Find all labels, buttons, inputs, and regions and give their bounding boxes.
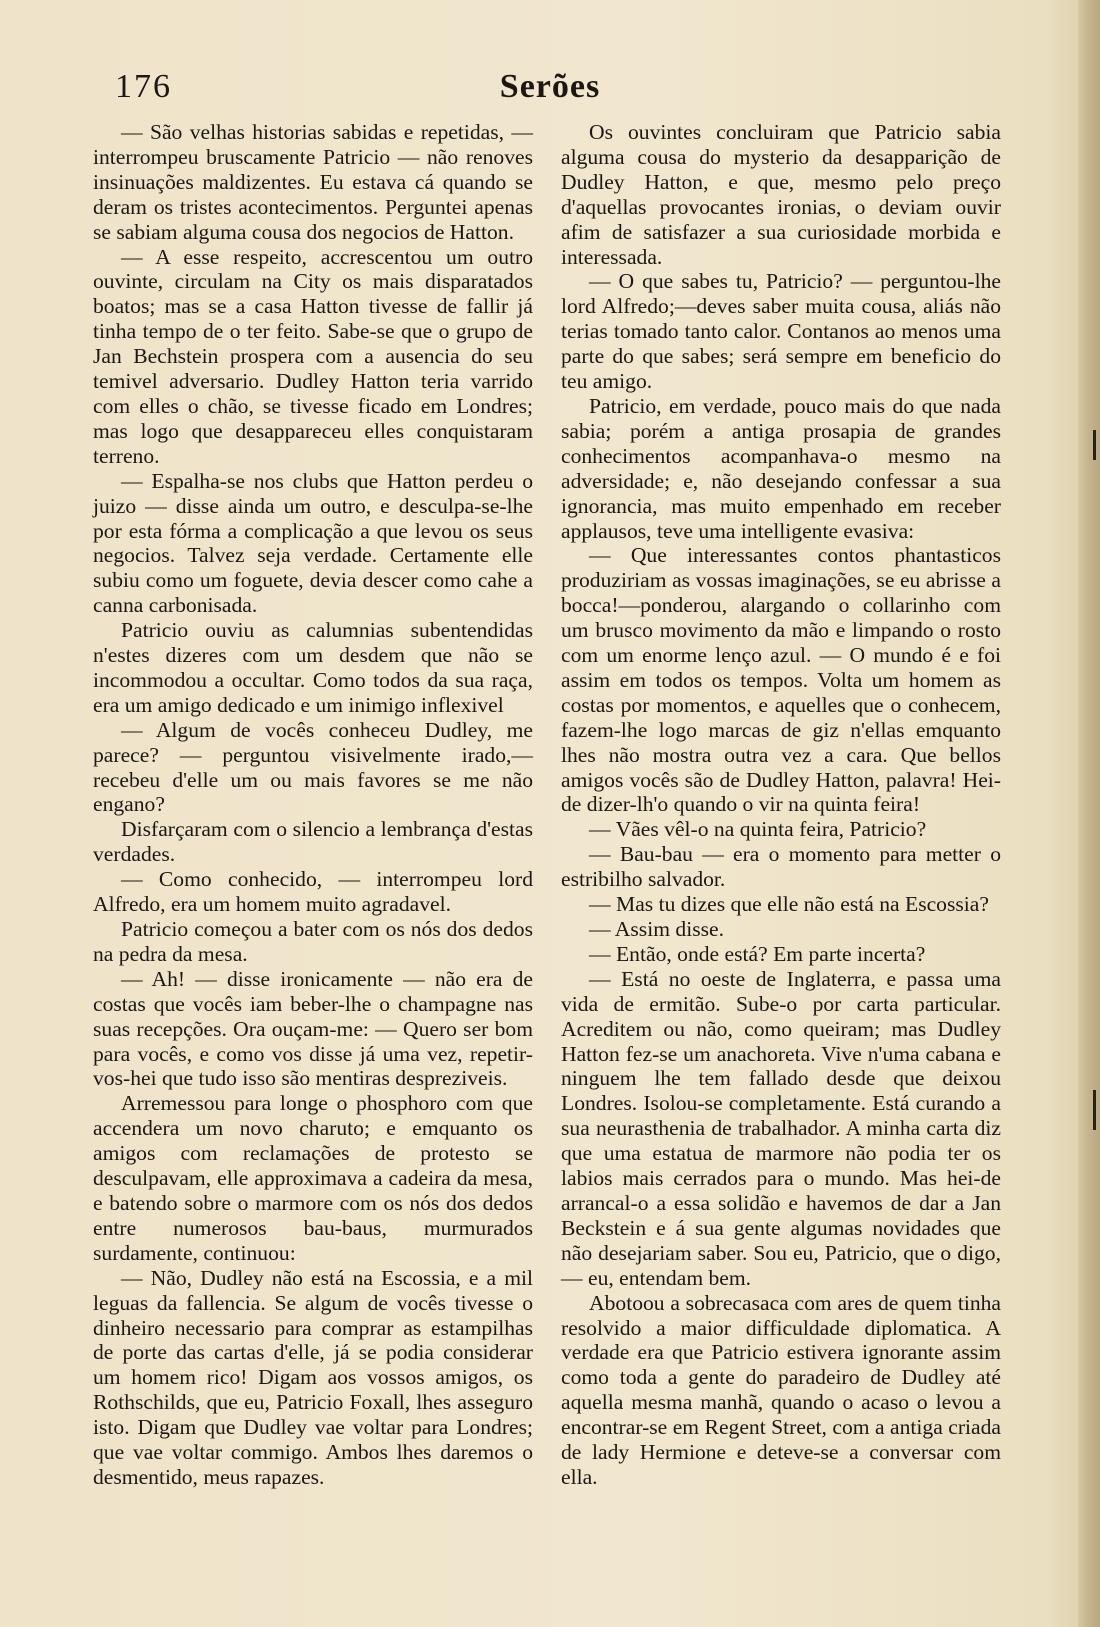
paragraph: — Que interessantes contos phantasticos produziriam as vossas imaginações, se eu abrisse a bocca!—ponderou, alargando o collarinho com um brusco movimento da mão e limpando o rosto com um enorme lenço azul. — O mundo é e foi assim em todos os tempos. Volta um homem as costas por momentos, e aquelles que o conhecem, fazem-lhe logo marcas de giz n'ellas emquanto lhes não mostra outra vez a cara. Que bellos amigos vocês são de Dudley Hatton, palavra! Hei-de dizer-lh'o quando o vir na quinta feira!	[561, 543, 1001, 817]
paragraph: — Não, Dudley não está na Escossia, e a mil leguas da fallencia. Se algum de vocês tivesse o dinheiro necessario para comprar as estampilhas de porte das cartas d'elle, já se podia considerar um homem rico! Digam aos vossos amigos, os Rothschilds, que eu, Patricio Foxall, lhes asseguro isto. Digam que Dudley vae voltar para Londres; que vae voltar commigo. Ambos lhes daremos o desmentido, meus rapazes.	[93, 1265, 533, 1489]
paragraph: Disfarçaram com o silencio a lembrança d'estas verdades.	[93, 817, 533, 867]
paragraph: Patricio, em verdade, pouco mais do que nada sabia; porém a antiga prosapia de grandes conhecimentos acompanhava-o mesmo na adversidade; e, não desejando confessar a sua ignorancia, mas muito empenhado em receber applausos, teve uma intelligente evasiva:	[561, 393, 1001, 543]
paragraph: Patricio começou a bater com os nós dos dedos na pedra da mesa.	[93, 917, 533, 966]
edge-mark	[1093, 1090, 1096, 1130]
paragraph: — O que sabes tu, Patricio? — perguntou-lhe lord Alfredo;—deves saber muita cousa, aliás não terias tomado tanto calor. Contanos ao menos uma parte do que sabes; será sempre em beneficio do teu amigo.	[561, 269, 1001, 394]
paragraph: — Ah! — disse ironicamente — não era de costas que vocês iam beber-lhe o champagne nas suas recepções. Ora ouçam-me: — Quero ser bom para vocês, e como vos disse já uma vez, repetir-vos-hei que tudo isso são mentiras despreziveis.	[93, 966, 533, 1091]
page-number: 176	[115, 68, 172, 105]
paragraph: — São velhas historias sabidas e repetidas, — interrompeu bruscamente Patricio — não renoves insinuações maldizentes. Eu estava cá quando se deram os tristes acontecimentos. Perguntei apenas se sabiam alguma cousa dos negocios de Hatton.	[93, 120, 533, 244]
paragraph: Arremessou para longe o phosphoro com que accendera um novo charuto; e emquanto os amigos com reclamações de protesto se desculpavam, elle approximava a cadeira da mesa, e batendo sobre o marmore com os nós dos dedos entre numerosos bau-baus, murmurados surdamente, continuou:	[93, 1091, 533, 1265]
page-header	[90, 68, 1010, 118]
paragraph: — Algum de vocês conheceu Dudley, me parece? — perguntou visivelmente irado,— recebeu d'elle um ou mais favores se me não engano?	[93, 717, 533, 817]
page-edge	[1078, 0, 1100, 1627]
paragraph: — Então, onde está? Em parte incerta?	[589, 941, 926, 966]
left-column	[93, 120, 533, 1490]
paragraph: — Mas tu dizes que elle não está na Escossia?	[589, 892, 989, 917]
paragraph: — Está no oeste de Inglaterra, e passa uma vida de ermitão. Sube-o por carta particular. Acreditem ou não, como queiram; mas Dudley Hatton fez-se um anachoreta. Vive n'uma cabana e ninguem lhe tem fallado desde que deixou Londres. Isolou-se completamente. Está curando a sua neurasthenia de trabalhador. A minha carta diz que uma estatua de marmore não podia ter os labios mais cerrados para o mundo. Mas hei-de arrancal-o a essa solidão e havemos de dar a Jan Beckstein e á sua gente algumas novidades que não desejariam saber. Sou eu, Patricio, que o digo, — eu, entendam bem.	[561, 966, 1001, 1290]
paragraph: — Vães vêl-o na quinta feira, Patricio?	[589, 817, 927, 842]
paragraph: — Assim disse.	[589, 917, 724, 941]
running-title: Serões	[499, 68, 601, 105]
paragraph: — Como conhecido, — interrompeu lord Alfredo, era um homem muito agradavel.	[93, 867, 533, 917]
paragraph: Abotoou a sobrecasaca com ares de quem tinha resolvido a maior difficuldade diplomatica. A verdade era que Patricio estivera ignorante assim como toda a gente do paradeiro de Dudley até aquella mesma manhã, quando o acaso o levou a encontrar-se em Regent Street, com a antiga criada de lady Hermione e deteve-se a conversar com ella.	[561, 1290, 1001, 1489]
paragraph: — Bau-bau — era o momento para metter o estribilho salvador.	[561, 842, 1001, 892]
edge-mark	[1093, 430, 1096, 460]
paragraph: Patricio ouviu as calumnias subentendidas n'estes dizeres com um desdem que não se incommodou a occultar. Como todos da sua raça, era um amigo dedicado e um inimigo inflexivel	[93, 618, 533, 717]
paragraph: — Espalha-se nos clubs que Hatton perdeu o juizo — disse ainda um outro, e desculpa-se-lhe por esta fórma a complicação a que levou os seus negocios. Talvez seja verdade. Certamente elle subiu como um foguete, devia descer como cahe a canna carbonisada.	[93, 468, 533, 618]
paragraph: Os ouvintes concluiram que Patricio sabia alguma cousa do mysterio da desapparição de Dudley Hatton, e que, mesmo pelo preço d'aquellas provocantes ironias, o deviam ouvir afim de satisfazer a sua curiosidade morbida e interessada.	[561, 120, 1001, 269]
paragraph: — A esse respeito, accrescentou um outro ouvinte, circulam na City os mais disparatados boatos; mas se a casa Hatton tivesse de fallir já tinha tempo de o ter feito. Sabe-se que o grupo de Jan Bechstein prospera com a ausencia do seu temivel adversario. Dudley Hatton teria varrido com elles o chão, se tivesse ficado em Londres; mas logo que desappareceu elles conquistaram terreno.	[93, 244, 533, 468]
right-column	[561, 120, 1001, 1490]
